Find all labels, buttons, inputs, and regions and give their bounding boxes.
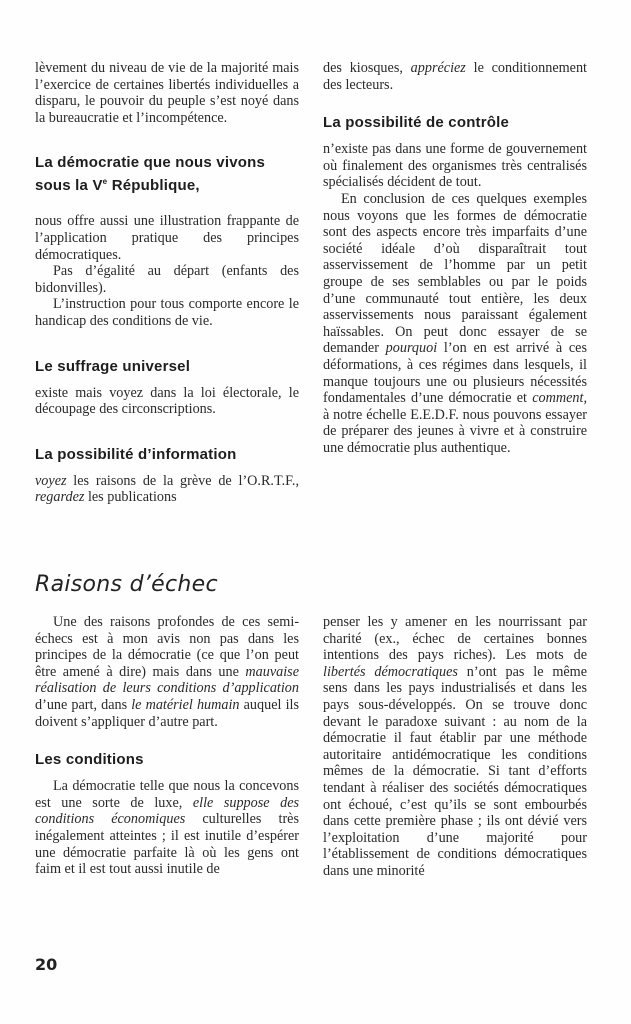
heading-possibilite-information: La possibilité d’information xyxy=(35,445,237,463)
paragraph: Pas d’égalité au départ (enfants des bidonvilles). xyxy=(35,263,299,296)
paragraph: n’existe pas dans une forme de gouvernement où finalement des organismes très centralisés spécialisés décident de tout. xyxy=(323,141,587,191)
text: d’une part, dans xyxy=(35,696,132,713)
paragraph: nous offre aussi une illustration frappante de l’application pratique des principes démocratiques. xyxy=(35,213,299,263)
text: les raisons de la grève de l’O.R.T.F., xyxy=(66,472,299,489)
heading-possibilite-controle: La possibilité de contrôle xyxy=(323,114,510,132)
paragraph xyxy=(323,60,587,93)
emphasis: comment, xyxy=(532,390,587,407)
text: En conclusion de ces quelques exemples nous voyons que les formes de démocratie sont des aspects encore très imparfaits d’une société idéale d’où disparaîtrait tout asservissement de l’homme par un petit groupe de ses semblables ou par le poids d’une communauté tout entière, les deux asservissements nous paraissant également haïssables. On peut donc essayer de se demander xyxy=(323,190,587,357)
paragraph xyxy=(323,614,587,880)
emphasis: regardez xyxy=(35,489,85,506)
text: n’ont pas le même sens dans les pays industrialisés et dans les pays sous-développés. On se trouve donc devant le paradoxe suivant : au nom de la démocratie il faut établir par une méthode autoritaire antidémocratique les conditions mêmes de la démocratie. Si tant d’efforts tendant à réaliser des sociétés démocratiques ont échoué, c’est qu’ils se sont embourbés dans cette première phase ; ils ont dévié vers l’exploitation d’une majorité pour l’établissement de conditions démocratiques dans une minorité xyxy=(323,663,587,879)
emphasis: pourquoi xyxy=(385,340,438,357)
emphasis: mauvaise réalisation de leurs conditions d’application xyxy=(35,663,299,697)
text: à notre échelle E.E.D.F. nous pouvons essayer de préparer des jeunes à vivre et à construire une démocratie plus authentique. xyxy=(323,406,587,456)
page-number: 20 xyxy=(35,955,58,974)
bottom-right-column xyxy=(323,614,587,880)
text: l’on en est arrivé à ces déformations, à ces régimes dans lesquels, il manque toujours une ou plusieurs nécessités fondamentales d’une démocratie et xyxy=(323,340,587,407)
section-title: Raisons d’échec xyxy=(35,572,218,597)
text: La démocratie telle que nous la concevons est une sorte de luxe, xyxy=(35,778,299,811)
top-right-column xyxy=(323,60,587,456)
heading-text: République, xyxy=(107,177,200,195)
text: culturelles très inégalement atteintes ; il est inutile d’espérer une démocratie parfaite là où les gens ont faim et il est tout aussi inutile de xyxy=(35,811,299,878)
paragraph: lèvement du niveau de vie de la majorité mais l’exercice de certaines libertés individuelles a disparu, le pouvoir du peuple s’est noyé dans la bureaucratie et l’incompétence. xyxy=(35,60,299,126)
superscript: e xyxy=(102,177,108,187)
heading-text: La démocratie que nous vivons sous la V xyxy=(35,154,266,195)
paragraph: existe mais voyez dans la loi électorale, le découpage des circonscriptions. xyxy=(35,384,299,418)
paragraph xyxy=(35,473,299,506)
emphasis: le matériel humain xyxy=(131,696,240,713)
emphasis: elle suppose des conditions économiques xyxy=(35,794,300,828)
text: des kiosques, xyxy=(323,60,411,76)
text: les publications xyxy=(84,489,177,506)
heading-suffrage-universel: Le suffrage universel xyxy=(35,357,191,375)
paragraph xyxy=(35,778,299,878)
heading-les-conditions: Les conditions xyxy=(35,751,144,769)
emphasis: voyez xyxy=(35,472,67,489)
paragraph: L’instruction pour tous comporte encore le handicap des conditions de vie. xyxy=(35,296,299,329)
text: penser les y amener en les nourrissant par charité (ex., échec de certaines bonnes intentions des pays riches). Les mots de xyxy=(323,614,587,664)
heading-democratie-ve-republique xyxy=(35,153,299,195)
text: auquel ils doivent s’appliquer d’autre part. xyxy=(35,696,299,730)
text: le conditionnement des lecteurs. xyxy=(323,60,587,93)
paragraph xyxy=(35,614,299,730)
emphasis: appréciez xyxy=(410,60,466,76)
emphasis: libertés démocratiques xyxy=(323,663,458,680)
bottom-left-column xyxy=(35,614,299,878)
text: Une des raisons profondes de ces semi-échecs est à mon avis non pas dans les principes de la démocratie (ce que l’on peut être amené à dire) mais dans une xyxy=(35,614,299,680)
paragraph xyxy=(323,191,587,457)
top-left-column xyxy=(35,60,299,506)
